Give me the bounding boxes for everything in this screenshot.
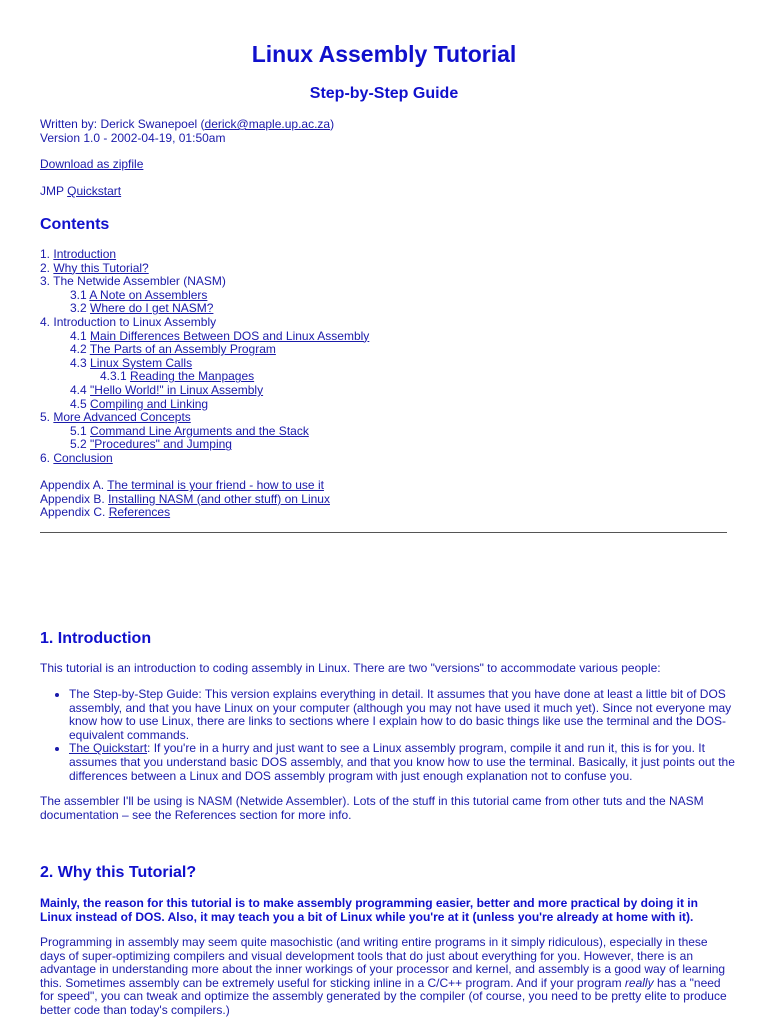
toc-item [40,384,369,398]
toc-link[interactable]: More Advanced Concepts [53,410,191,425]
toc-item-number: 5.2 [70,437,87,452]
quickstart-link[interactable]: Quickstart [67,184,122,198]
toc-link[interactable]: Introduction [53,247,117,261]
toc-item-number: 4.5 [70,396,87,411]
page-subtitle: Step-by-Step Guide [309,85,459,102]
appendix-prefix: Appendix A. [40,478,105,492]
toc-item [40,289,369,303]
toc-link[interactable]: Command Line Arguments and the Stack [90,423,309,438]
author-info [40,118,334,145]
toc-item-number: 5. [40,410,51,425]
toc-item [40,398,369,412]
toc-link[interactable]: Why this Tutorial? [53,260,149,275]
appendix-link[interactable]: Installing NASM (and other stuff) on Linux [108,491,330,506]
why-heading: 2. Why this Tutorial? [40,864,197,881]
toc-item [40,302,369,316]
toc-item [40,411,369,425]
toc-link[interactable]: Compiling and Linking [90,396,209,411]
download-line [40,158,143,172]
versions-list [40,688,749,783]
appendix-prefix: Appendix C. [40,505,106,520]
jmp-line [40,185,121,199]
toc-link[interactable]: The Parts of an Assembly Program [89,342,276,357]
appendix-item [40,506,330,520]
appendix-item [40,493,330,507]
download-zip-link[interactable]: Download as zipfile [40,157,144,171]
contents-heading: Contents [40,216,110,233]
toc-link[interactable]: Where do I get NASM? [90,301,214,316]
toc-item-number: 6. [40,450,51,465]
table-of-contents [40,248,369,466]
toc-label: The Netwide Assembler (NASM) [53,274,226,289]
section-divider [40,532,727,533]
page-title: Linux Assembly Tutorial [251,41,517,67]
list-item-quickstart [69,742,749,783]
toc-item [40,316,369,330]
intro-closing-paragraph: The assembler I'll be using is NASM (Netwide Assembler). Lots of the stuff in this tutorial came from other tuts and the NASM documentation – see the References section for more info. [40,794,704,822]
appendix-link[interactable]: The terminal is your friend - how to use it [107,478,324,492]
toc-item-number: 4.2 [70,342,87,357]
toc-item [40,262,369,276]
why-body-part2: has a "need for speed", you can tweak and optimize the assembly generated by the compiler (of course, you need to be pretty elite to produce better code than today's compilers.) [40,975,727,1017]
toc-item [40,275,369,289]
toc-item-number: 4.1 [70,328,87,343]
intro-lead-paragraph: This tutorial is an introduction to coding assembly in Linux. There are two "versions" to accommodate various people: [40,661,661,675]
why-body-part1: Programming in assembly may seem quite masochistic (and writing entire programs in it simply ridiculous), especially in these days of super-optimizing compilers and visual development tools that do just about everything for you. However, there is an advantage in understanding more about the inner workings of your processor and kernel, and assembly is a good way of learning this. Sometimes assembly can be extremely useful for sticking inline in a C/C++ program. And if your program [40,935,726,990]
author-line [40,118,334,132]
list-item-step-by-step: • The Step-by-Step Guide: This version explains everything in detail. It assumes that you have done at least a little bit of DOS assembly, and that you have Linux on your computer (although you may not have used it much yet). Since not everyone may know how to use Linux, there are links to sections where I explain how to do basic things like use the terminal and the DOS-equivalent commands. [69,688,749,742]
toc-item-number: 4.3 [70,355,87,370]
toc-item [40,425,369,439]
toc-item [40,370,369,384]
author-email-link[interactable]: derick@maple.up.ac.za [204,117,331,131]
toc-item-number: 3.1 [70,287,87,302]
toc-item [40,357,369,371]
toc-item-number: 3.2 [70,301,87,316]
toc-item-number: 1. [40,247,51,261]
jmp-prefix: JMP [40,184,68,198]
toc-item [40,248,369,262]
toc-item [40,343,369,357]
why-body-emphasis: really [624,975,654,990]
why-bold-paragraph: Mainly, the reason for this tutorial is to make assembly programming easier, better and more practical by doing it in Linux instead of DOS. Also, it may teach you a bit of Linux while you're at it (unless you're already at home with it). [40,896,698,924]
appendix-list [40,479,330,520]
toc-label: Introduction to Linux Assembly [53,314,217,329]
appendix-link[interactable]: References [108,505,171,520]
toc-link[interactable]: A Note on Assemblers [89,287,208,302]
toc-link[interactable]: "Hello World!" in Linux Assembly [90,382,264,397]
toc-link[interactable]: Conclusion [53,450,113,465]
toc-item [40,452,369,466]
toc-link[interactable]: Main Differences Between DOS and Linux Assembly [90,328,370,343]
author-suffix: ) [330,117,335,131]
toc-item-number: 2. [40,260,51,275]
toc-link[interactable]: "Procedures" and Jumping [90,437,232,452]
appendix-item [40,479,330,493]
toc-item [40,438,369,452]
toc-link[interactable]: Reading the Manpages [130,369,255,384]
quickstart-description: : If you're in a hurry and just want to see a Linux assembly program, compile it and run it, this is for you. It assumes that you understand basic DOS assembly, and that you know how to use the terminal. Basically, it just points out the differences between a Linux and DOS assembly program with just enough explanation not to confuse you. [69,741,735,783]
introduction-heading: 1. Introduction [40,630,152,647]
author-prefix: Written by: Derick Swanepoel ( [40,117,205,131]
toc-item-number: 5.1 [70,423,87,438]
toc-item-number: 4. [40,314,51,329]
toc-item-number: 4.4 [70,382,87,397]
version-line: Version 1.0 - 2002-04-19, 01:50am [40,130,226,145]
toc-item [40,330,369,344]
appendix-prefix: Appendix B. [40,491,105,506]
quickstart-link-inline[interactable]: The Quickstart [69,741,148,756]
toc-item-number: 4.3.1 [100,369,127,384]
why-body-paragraph [40,936,730,1018]
toc-link[interactable]: Linux System Calls [90,355,193,370]
toc-item-number: 3. [40,274,51,289]
